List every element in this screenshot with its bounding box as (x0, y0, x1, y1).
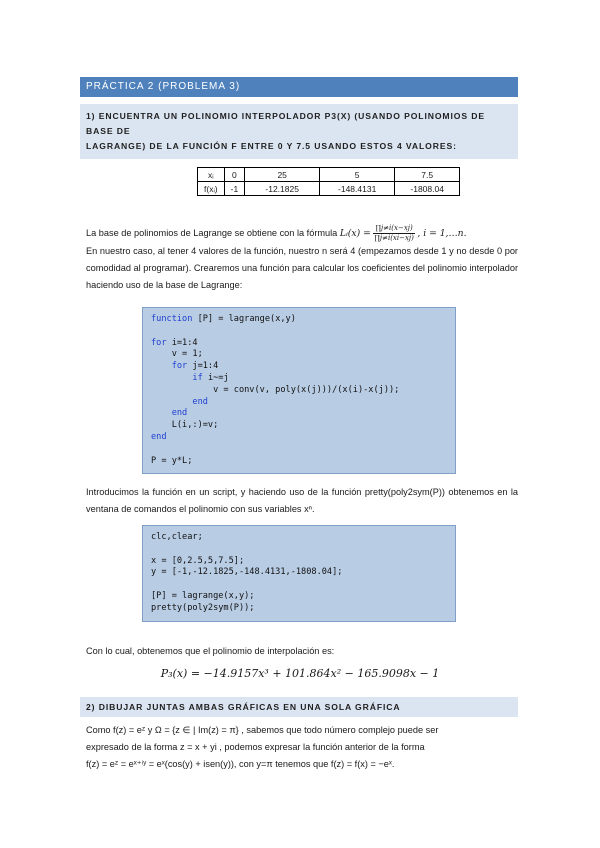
complex-paragraph (86, 722, 518, 773)
table-cell: 25 (245, 168, 320, 182)
interpolation-polynomial: P₃(x) = −14.9157x³ + 101.864x² − 165.9098x − 1 (160, 667, 440, 680)
code-line: L(i,:)=v; (151, 420, 219, 431)
table-cell: f(xᵢ) (198, 182, 225, 196)
complex-line2: expresado de la forma z = x + yi , podemos expresar la función anterior de la forma (86, 742, 425, 752)
code-line: [P] = lagrange(x,y); (151, 590, 255, 601)
lagrange-body-text: En nuestro caso, al tener 4 valores de la función, nuestro n será 4 (empezamos desde 1 y no desde 0 por comodidad al programar). Crearemos una función para calcular los coeficientes del polinomio interpolador haciendo uso de la base de Lagrange: (86, 246, 518, 290)
page-title: PRÁCTICA 2 (PROBLEMA 3) (80, 77, 518, 97)
lagrange-code-block (142, 307, 456, 474)
complex-line1: Como f(z) = eᶻ y Ω = {z ∈ | Im(z) = π} , sabemos que todo número complejo puede ser (86, 725, 439, 735)
fraction-numerator: ∏j≠i(x−xj) (373, 224, 414, 234)
code-line (151, 444, 447, 456)
script-code-block (142, 525, 456, 622)
code-line: v = 1; (151, 349, 203, 360)
lagrange-paragraph (86, 224, 518, 294)
code-line: pretty(poly2sym(P)); (151, 602, 255, 613)
code-line: for i=1:4 (151, 337, 198, 348)
code-line: clc,clear; (151, 532, 203, 542)
lagrange-intro-text: La base de polinomios de Lagrange se obtiene con la fórmula (86, 227, 340, 238)
problem1-heading-line2: LAGRANGE) DE LA FUNCIÓN F ENTRE 0 Y 7.5 USANDO ESTOS 4 VALORES: (86, 141, 457, 151)
table-cell: 5 (320, 168, 395, 182)
table-cell: 0 (224, 168, 245, 182)
code-line: end (171, 408, 188, 419)
values-table (197, 167, 460, 196)
table-cell: xᵢ (198, 168, 225, 182)
lagrange-formula-lhs: Lᵢ(x) = (339, 227, 371, 239)
result-paragraph: Con lo cual, obtenemos que el polinomio de interpolación es: (86, 646, 335, 656)
problem1-heading-line1: 1) ENCUENTRA UN POLINOMIO INTERPOLADOR P3(X) (USANDO POLINOMIOS DE BASE DE (86, 111, 486, 136)
lagrange-fraction (373, 224, 414, 243)
complex-line3: f(z) = eᶻ = eˣ⁺ⁱʸ = eˣ(cos(y) + isen(y)), con y=π tenemos que f(z) = f(x) = −eˣ. (86, 759, 395, 769)
code-line: for j=1:4 (171, 361, 219, 372)
code-line: P = y*L; (151, 455, 193, 466)
code-line: v = conv(v, poly(x(j)))/(x(i)-x(j)); (151, 384, 400, 395)
code-line: function [P] = lagrange(x,y) (151, 314, 296, 324)
table-row (198, 182, 460, 196)
code-line: end (151, 431, 167, 442)
code-line: if i~=j (192, 372, 229, 383)
script-paragraph: Introducimos la función en un script, y haciendo uso de la función pretty(poly2sym(P)) obtenemos en la ventana de comandos el polinomio con sus variables xⁿ. (86, 487, 518, 514)
table-row (198, 168, 460, 182)
table-cell: -148.4131 (320, 182, 395, 196)
fraction-denominator: ∏j≠i(xi−xj) (374, 234, 414, 242)
problem1-heading (80, 104, 518, 159)
table-cell: -1808.04 (395, 182, 460, 196)
code-line (151, 579, 447, 591)
table-cell: -1 (224, 182, 245, 196)
code-line: x = [0,2.5,5,7.5]; (151, 555, 245, 566)
problem2-heading: 2) DIBUJAR JUNTAS AMBAS GRÁFICAS EN UNA SOLA GRÁFICA (80, 697, 518, 717)
table-cell: -12.1825 (245, 182, 320, 196)
lagrange-formula-rhs: , i = 1,…n. (417, 227, 467, 239)
code-line: y = [-1,-12.1825,-148.4131,-1808.04]; (151, 567, 343, 578)
code-line (151, 544, 447, 556)
code-line: end (192, 396, 208, 407)
code-line (151, 326, 447, 338)
table-cell: 7.5 (395, 168, 460, 182)
